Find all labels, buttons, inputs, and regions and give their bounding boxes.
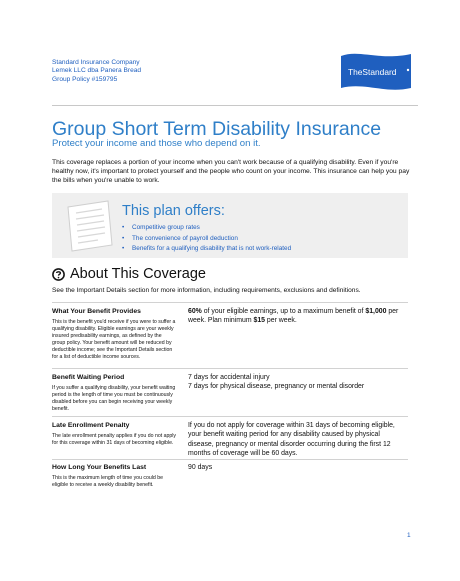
row-description: If you suffer a qualifying disability, your benefit waiting period is the length of time you must be continuously disabled before you can begin receiving your weekly benefit. bbox=[52, 385, 176, 413]
question-circle-icon bbox=[52, 268, 65, 281]
row-value: 7 days for accidental injury 7 days for physical disease, pregnancy or mental disorder bbox=[188, 374, 365, 391]
row-value: 90 days bbox=[188, 464, 213, 471]
row-label: What Your Benefit Provides bbox=[52, 308, 141, 315]
row-divider bbox=[52, 302, 408, 303]
about-coverage-note: See the Important Details section for more information, including requirements, exclusions and definitions. bbox=[52, 287, 361, 294]
offers-list bbox=[122, 223, 291, 255]
page-number: 1 bbox=[407, 532, 411, 539]
employer-name: Lemek LLC dba Panera Bread bbox=[52, 67, 142, 75]
page-subtitle: Protect your income and those who depend on it. bbox=[52, 138, 261, 149]
row-divider bbox=[52, 416, 408, 417]
row-label: Benefit Waiting Period bbox=[52, 374, 125, 381]
row-value: If you do not apply for coverage within 31 days of becoming eligible, your benefit waiting period for any disability caused by physical disease, pregnancy or mental disorder occurring during the first 12 months of coverage will be 60 days. bbox=[188, 422, 395, 457]
company-name: Standard Insurance Company bbox=[52, 59, 140, 66]
offers-title: This plan offers: bbox=[122, 203, 225, 219]
logo-text: TheStandard bbox=[348, 67, 397, 77]
row-description: This is the benefit you'd receive if you were to suffer a qualifying disability. Eligible earnings are your weekly insured predisability earnings, as defined by the group policy. Your benefit amount will be reduced by deductible income; see the Important Details section for a list of deductible income sources. bbox=[52, 319, 176, 361]
row-divider bbox=[52, 459, 408, 460]
offer-item: • Competitive group rates bbox=[122, 223, 291, 234]
plan-offers-box bbox=[52, 193, 408, 258]
offer-item: • Benefits for a qualifying disability that is not work-related bbox=[122, 244, 291, 255]
about-coverage-heading: About This Coverage bbox=[70, 266, 206, 282]
row-description: The late enrollment penalty applies if you do not apply for this coverage within 31 days of becoming eligible. bbox=[52, 433, 177, 447]
row-label: Late Enrollment Penalty bbox=[52, 422, 130, 429]
document-illustration-icon bbox=[64, 197, 116, 253]
row-label: How Long Your Benefits Last bbox=[52, 464, 147, 471]
the-standard-logo bbox=[339, 50, 413, 92]
row-description: This is the maximum length of time you could be eligible to receive a weekly disability benefit. bbox=[52, 475, 164, 489]
offer-item: • The convenience of payroll deduction bbox=[122, 234, 291, 245]
page-title: Group Short Term Disability Insurance bbox=[52, 118, 382, 140]
policy-number: Group Policy #159795 bbox=[52, 75, 118, 83]
row-divider bbox=[52, 368, 408, 369]
intro-paragraph: This coverage replaces a portion of your income when you can't work because of a qualifying disability. Even if you're healthy now, it's important to protect yourself and the people who count on your income. This insurance can help you pay the bills when you're unable to work. bbox=[52, 159, 410, 185]
header-info bbox=[52, 59, 141, 84]
row-value: 60% of your eligible earnings, up to a maximum benefit of $1,000 per week. Plan minimum $15 per week. bbox=[188, 308, 399, 325]
header-divider bbox=[52, 105, 418, 106]
